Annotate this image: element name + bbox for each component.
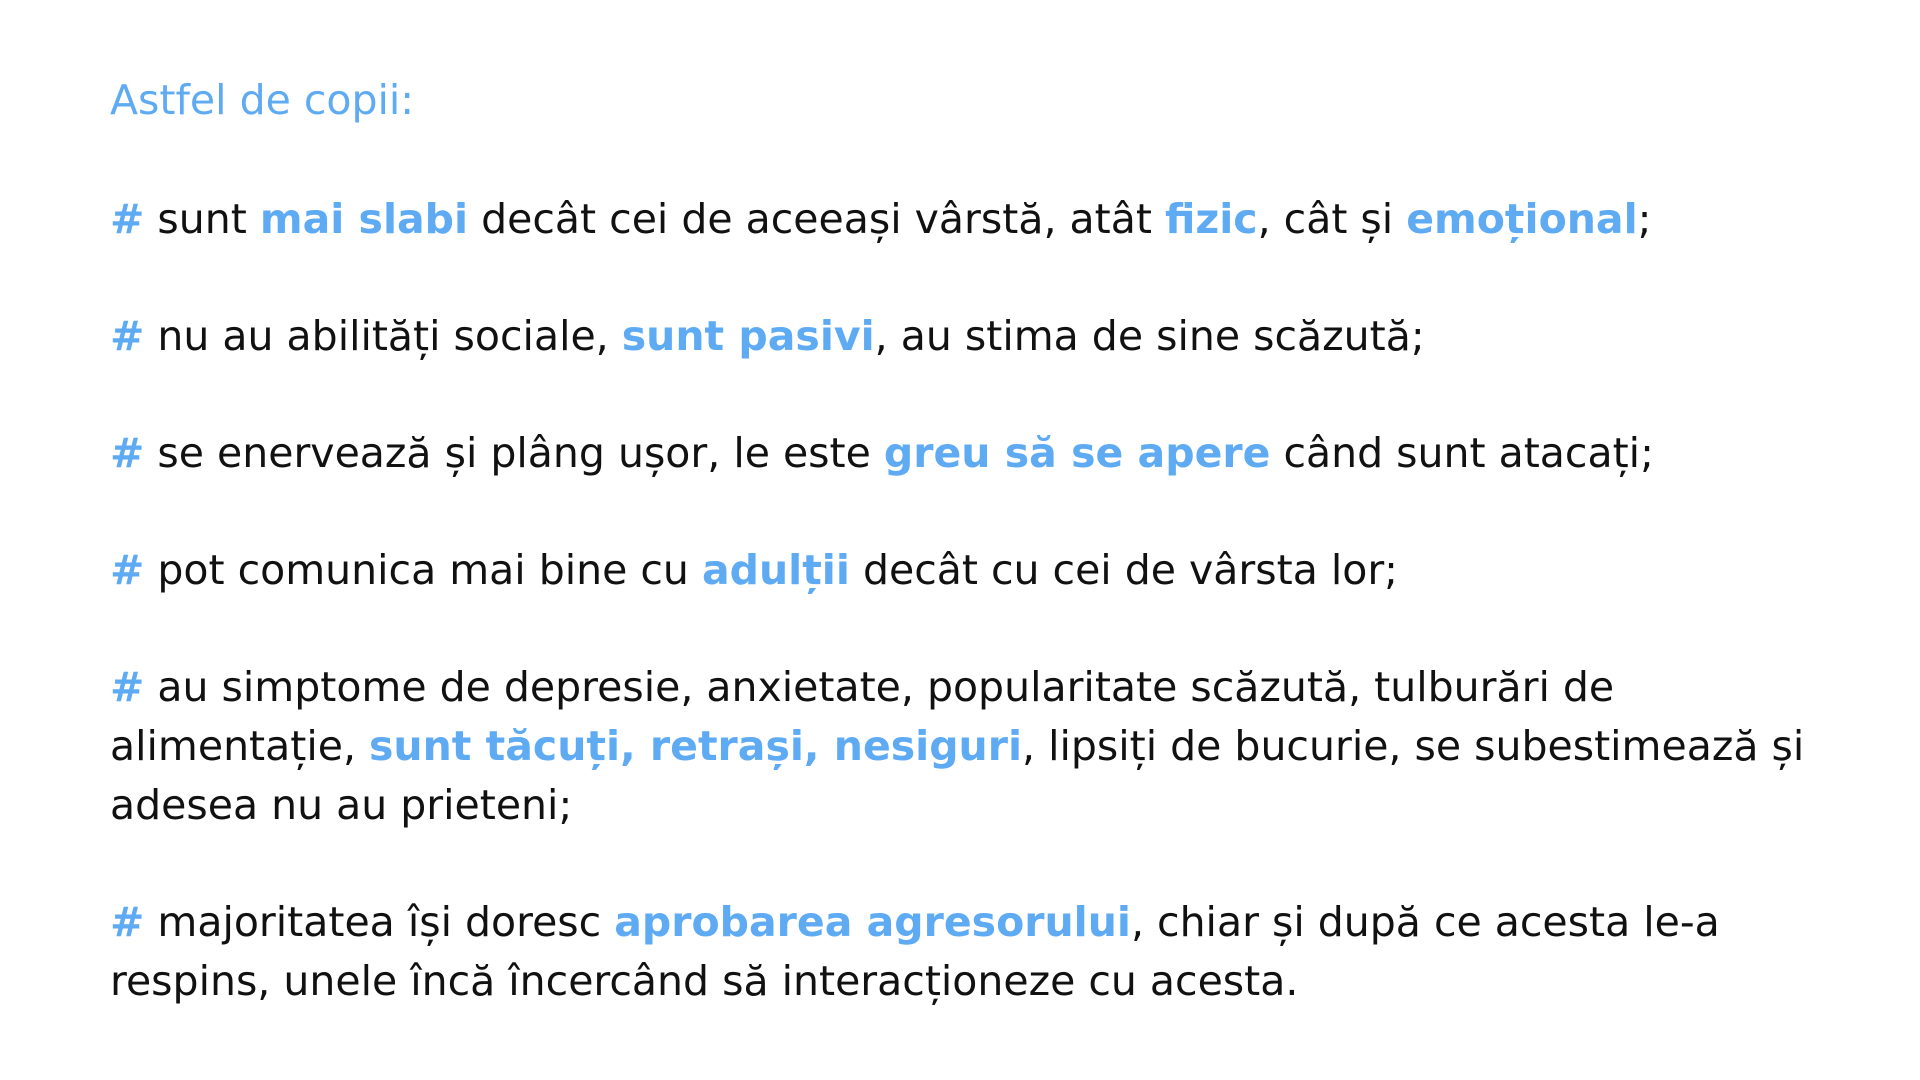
body-text: decât cu cei de vârsta lor;	[849, 546, 1398, 594]
bullet-item	[110, 658, 1840, 835]
bullet-item	[110, 893, 1840, 1011]
body-text: se enervează și plâng ușor, le este	[144, 429, 884, 477]
body-text: când sunt atacați;	[1270, 429, 1654, 477]
hash-bullet-icon: #	[110, 195, 145, 243]
slide-heading: Astfel de copii:	[110, 76, 415, 124]
body-text: sunt	[144, 195, 260, 243]
highlighted-text: mai slabi	[259, 195, 469, 243]
body-text: majoritatea își doresc	[144, 898, 615, 946]
highlighted-text: sunt tăcuți, retrași, nesiguri	[369, 722, 1023, 770]
hash-bullet-icon: #	[110, 546, 145, 594]
bullet-item	[110, 424, 1840, 483]
highlighted-text: sunt pasivi	[621, 312, 875, 360]
body-text: , lipsiți de bucurie, se subestimează și adesea nu au prieteni;	[110, 722, 1805, 829]
highlighted-text: adulții	[701, 546, 850, 594]
highlighted-text: aprobarea agresorului	[614, 898, 1131, 946]
body-text: au simptome de depresie, anxietate, popularitate scăzută, tulburări de alimentație,	[110, 663, 1615, 770]
highlighted-text: fizic	[1164, 195, 1258, 243]
hash-bullet-icon: #	[110, 429, 145, 477]
highlighted-text: emoțional	[1406, 195, 1638, 243]
body-text: pot comunica mai bine cu	[144, 546, 702, 594]
body-text: , chiar și după ce acesta le-a respins, unele încă încercând să interacționeze cu acesta.	[110, 898, 1720, 1005]
body-text: , cât și	[1257, 195, 1407, 243]
highlighted-text: greu să se apere	[883, 429, 1271, 477]
body-text: nu au abilități sociale,	[144, 312, 622, 360]
bullet-list	[110, 190, 1840, 1011]
hash-bullet-icon: #	[110, 663, 145, 711]
body-text: , au stima de sine scăzută;	[874, 312, 1425, 360]
hash-bullet-icon: #	[110, 312, 145, 360]
bullet-item	[110, 190, 1840, 249]
bullet-item	[110, 307, 1840, 366]
hash-bullet-icon: #	[110, 898, 145, 946]
body-text: ;	[1637, 195, 1652, 243]
bullet-item	[110, 541, 1840, 600]
body-text: decât cei de aceeași vârstă, atât	[468, 195, 1165, 243]
